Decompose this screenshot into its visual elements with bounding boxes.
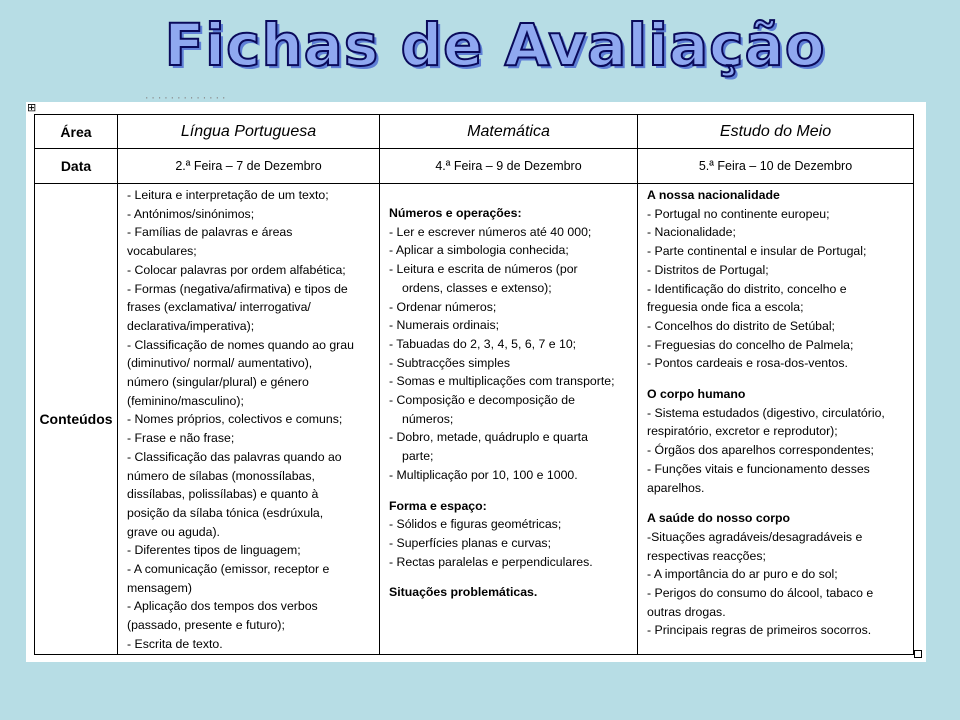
slide-title: Fichas de Avaliação xyxy=(164,11,826,79)
row-label-conteudos: Conteúdos xyxy=(35,184,118,655)
contents-lingua-portuguesa xyxy=(118,184,380,655)
list-item: - Numerais ordinais; xyxy=(389,318,500,333)
list-item: - A importância do ar puro e do sol; xyxy=(647,567,838,582)
list-item: respiratório, excretor e reprodutor); xyxy=(647,424,838,439)
list-item: - Superfícies planas e curvas; xyxy=(389,535,551,550)
list-item: - Antónimos/sinónimos; xyxy=(127,206,255,221)
area-matematica: Matemática xyxy=(380,115,638,149)
list-item: - Leitura e interpretação de um texto; xyxy=(127,188,329,202)
list-item: - Aplicação dos tempos dos verbos xyxy=(127,599,318,614)
list-item: parte; xyxy=(402,449,434,464)
section-heading: A saúde do nosso corpo xyxy=(647,511,791,526)
list-item: - Sólidos e figuras geométricas; xyxy=(389,517,562,532)
list-item: respectivas reacções; xyxy=(647,548,766,563)
list-item: - Identificação do distrito, concelho e xyxy=(647,281,847,296)
row-label-data: Data xyxy=(35,149,118,184)
table-resize-handle-icon[interactable] xyxy=(914,650,922,658)
list-item: - Colocar palavras por ordem alfabética; xyxy=(127,262,346,277)
list-item: número (singular/plural) e género xyxy=(127,375,309,390)
section-heading: Situações problemáticas. xyxy=(389,585,538,600)
list-item: - Subtracções simples xyxy=(389,355,510,370)
list-item: - Sistema estudados (digestivo, circulatório, xyxy=(647,405,885,420)
list-item: - Ler e escrever números até 40 000; xyxy=(389,224,592,239)
list-item: - Composição e decomposição de xyxy=(389,393,575,408)
slide-title-banner xyxy=(0,4,960,86)
list-item: freguesia onde fica a escola; xyxy=(647,300,804,315)
section-heading: Forma e espaço: xyxy=(389,498,487,513)
list-item: - Frase e não frase; xyxy=(127,431,235,446)
list-item: ordens, classes e extenso); xyxy=(402,280,552,295)
area-estudo-do-meio: Estudo do Meio xyxy=(638,115,914,149)
table-row-conteudos xyxy=(35,184,914,655)
contents-estudo-do-meio xyxy=(638,184,914,655)
table-move-handle-icon[interactable]: ⊞ xyxy=(27,101,37,114)
date-estudo-do-meio: 5.ª Feira – 10 de Dezembro xyxy=(638,149,914,184)
list-item: posição da sílaba tónica (esdrúxula, xyxy=(127,505,324,520)
list-item: - Dobro, metade, quádruplo e quarta xyxy=(389,430,588,445)
list-item: outras drogas. xyxy=(647,604,726,619)
list-item: - Classificação de nomes quando ao grau xyxy=(127,337,354,352)
list-item: dissílabas, polissílabas) e quanto à xyxy=(127,487,319,502)
list-item: - Leitura e escrita de números (por xyxy=(389,262,578,277)
list-item: - Ordenar números; xyxy=(389,299,497,314)
list-item: - Diferentes tipos de linguagem; xyxy=(127,543,301,558)
list-item: - Famílias de palavras e áreas xyxy=(127,225,293,240)
list-item: - Tabuadas do 2, 3, 4, 5, 6, 7 e 10; xyxy=(389,336,577,351)
table-row-data xyxy=(35,149,914,184)
contents-matematica xyxy=(380,184,638,655)
list-item: - Multiplicação por 10, 100 e 1000. xyxy=(389,467,578,482)
list-item: - Principais regras de primeiros socorros. xyxy=(647,623,872,638)
date-lingua-portuguesa: 2.ª Feira – 7 de Dezembro xyxy=(118,149,380,184)
area-lingua-portuguesa: Língua Portuguesa xyxy=(118,115,380,149)
list-item: números; xyxy=(402,411,454,426)
list-item: frases (exclamativa/ interrogativa/ xyxy=(127,300,311,315)
list-item: - Aplicar a simbologia conhecida; xyxy=(389,243,569,258)
list-item: vocabulares; xyxy=(127,244,197,259)
section-heading: O corpo humano xyxy=(647,387,746,402)
list-item: grave ou aguda). xyxy=(127,524,220,539)
list-item: declarativa/imperativa); xyxy=(127,318,255,333)
list-item: - Perigos do consumo do álcool, tabaco e xyxy=(647,586,874,601)
section-heading: Números e operações: xyxy=(389,206,522,220)
row-label-area: Área xyxy=(35,115,118,149)
list-item: - Pontos cardeais e rosa-dos-ventos. xyxy=(647,356,848,371)
list-item: (passado, presente e futuro); xyxy=(127,618,285,633)
table-row-area xyxy=(35,115,914,149)
list-item: - Distritos de Portugal; xyxy=(647,262,769,277)
date-matematica: 4.ª Feira – 9 de Dezembro xyxy=(380,149,638,184)
list-item: - Concelhos do distrito de Setúbal; xyxy=(647,318,835,333)
list-item: - Rectas paralelas e perpendiculares. xyxy=(389,554,593,569)
section-heading: A nossa nacionalidade xyxy=(647,188,780,202)
selection-dots: ············· xyxy=(144,94,228,104)
list-item: - Portugal no continente europeu; xyxy=(647,206,830,221)
list-item: (diminutivo/ normal/ aumentativo), xyxy=(127,356,313,371)
list-item: - Nomes próprios, colectivos e comuns; xyxy=(127,412,343,427)
list-item: - Formas (negativa/afirmativa) e tipos de xyxy=(127,281,348,296)
document-table-area xyxy=(26,94,926,662)
list-item: - Nacionalidade; xyxy=(647,225,736,240)
list-item: - Parte continental e insular de Portugal; xyxy=(647,244,867,259)
list-item: aparelhos. xyxy=(647,480,705,495)
list-item: - Somas e multiplicações com transporte; xyxy=(389,374,615,389)
evaluation-table xyxy=(34,114,914,655)
list-item: -Situações agradáveis/desagradáveis e xyxy=(647,529,863,544)
list-item: (feminino/masculino); xyxy=(127,393,244,408)
list-item: número de sílabas (monossílabas, xyxy=(127,468,315,483)
list-item: - Freguesias do concelho de Palmela; xyxy=(647,337,854,352)
list-item: - Órgãos dos aparelhos correspondentes; xyxy=(647,443,874,458)
list-item: - A comunicação (emissor, receptor e xyxy=(127,562,330,577)
list-item: - Escrita de texto. xyxy=(127,636,223,651)
list-item: - Classificação das palavras quando ao xyxy=(127,449,342,464)
list-item: mensagem) xyxy=(127,580,192,595)
list-item: - Funções vitais e funcionamento desses xyxy=(647,461,870,476)
